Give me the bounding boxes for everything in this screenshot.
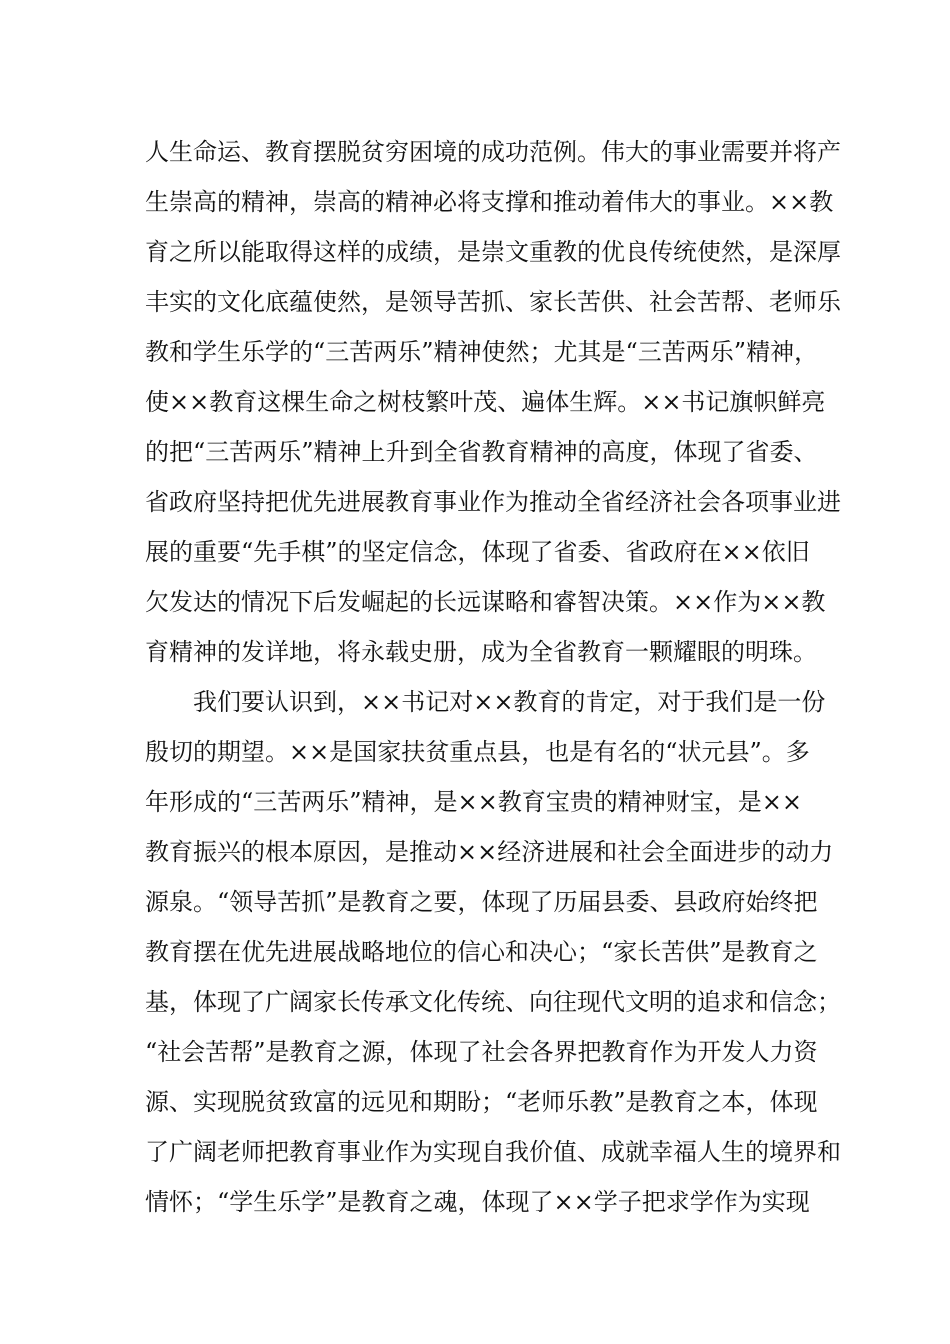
text-line: 丰实的文化底蕴使然，是领导苦抓、家长苦供、社会苦帮、老师乐 [145, 288, 841, 316]
text-line: 年形成的“三苦两乐”精神，是××教育宝贵的精神财宝，是×× [145, 788, 802, 816]
text-line: 生崇高的精神，崇高的精神必将支撑和推动着伟大的事业。××教 [145, 188, 834, 216]
text-line: 人生命运、教育摆脱贫穷困境的成功范例。伟大的事业需要并将产 [145, 138, 841, 166]
text-line: 教和学生乐学的“三苦两乐”精神使然；尤其是“三苦两乐”精神， [145, 338, 819, 366]
text-line: 育之所以能取得这样的成绩，是崇文重教的优良传统使然，是深厚 [145, 238, 841, 266]
paragraph-start-line: 我们要认识到，××书记对××教育的肯定，对于我们是一份 [145, 688, 826, 716]
text-line: 的把“三苦两乐”精神上升到全省教育精神的高度，体现了省委、 [145, 438, 818, 466]
text-line: “社会苦帮”是教育之源，体现了社会各界把教育作为开发人力资 [145, 1038, 818, 1066]
text-line: 教育振兴的根本原因，是推动××经济进展和社会全面进步的动力 [145, 838, 834, 866]
text-line: 展的重要“先手棋”的坚定信念，体现了省委、省政府在××依旧 [145, 538, 810, 566]
text-line: 省政府坚持把优先进展教育事业作为推动全省经济社会各项事业进 [145, 488, 841, 516]
text-line: 了广阔老师把教育事业作为实现自我价值、成就幸福人生的境界和 [145, 1138, 841, 1166]
text-line: 教育摆在优先进展战略地位的信心和决心；“家长苦供”是教育之 [145, 938, 818, 966]
text-line: 源、实现脱贫致富的远见和期盼；“老师乐教”是教育之本，体现 [145, 1088, 818, 1116]
text-line: 育精神的发详地，将永载史册，成为全省教育一颗耀眼的明珠。 [145, 638, 817, 666]
text-line: 情怀；“学生乐学”是教育之魂，体现了××学子把求学作为实现 [145, 1188, 810, 1216]
text-line: 殷切的期望。××是国家扶贫重点县，也是有名的“状元县”。多 [145, 738, 810, 766]
text-line: 源泉。“领导苦抓”是教育之要，体现了历届县委、县政府始终把 [145, 888, 818, 916]
text-line: 使××教育这棵生命之树枝繁叶茂、遍体生辉。××书记旗帜鲜亮 [145, 388, 826, 416]
text-line: 基，体现了广阔家长传承文化传统、向往现代文明的追求和信念； [145, 988, 841, 1016]
text-line: 欠发达的情况下后发崛起的长远谋略和睿智决策。××作为××教 [145, 588, 826, 616]
